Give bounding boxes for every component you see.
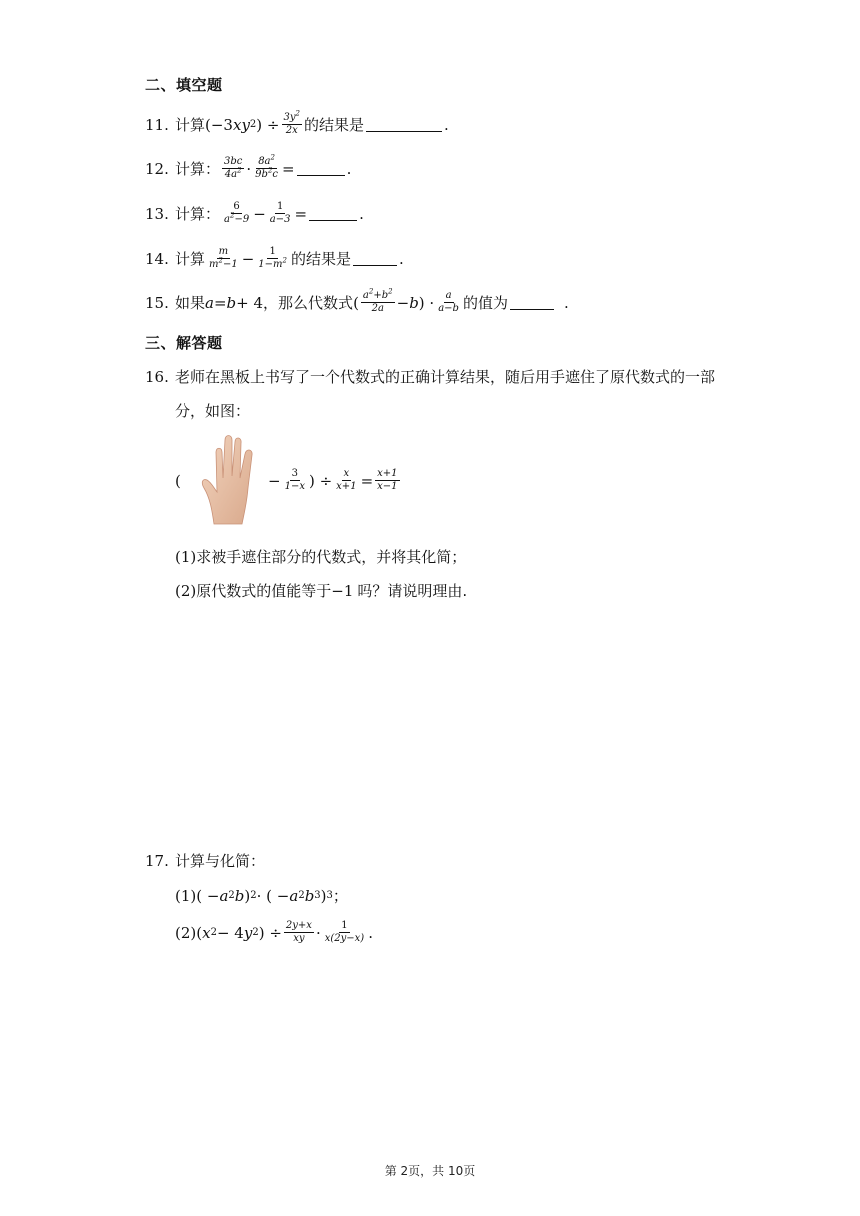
answer-blank (309, 206, 357, 221)
page-footer: 第 2页，共 10页 (384, 1164, 476, 1178)
section-answer-title: 三、解答题 (145, 334, 223, 352)
answer-blank (297, 161, 345, 176)
question-16-part-2: (2) 原代数式的值能等于 −1 吗？请说明理由. (175, 581, 468, 600)
fraction: $\frac{1}{a-3}$ (269, 201, 291, 225)
question-14: 14. 计算 $\frac{m}{m^2-1}$ − $\frac{1}{1-m^2}$ 的结果是 . (145, 246, 404, 270)
question-17-part-2: (2) ( x 2 − 4 y 2 ) ÷ $\frac{2y+x}{xy}$ · $\frac{1}{x(2y-x)}$ . (175, 920, 373, 944)
question-number: 15. (145, 293, 169, 312)
hand-icon (200, 432, 264, 528)
question-number: 17. (145, 851, 169, 870)
fraction: $\frac{m}{m^2-1}$ (209, 246, 238, 270)
question-13: 13. 计算： $\frac{6}{a^2-9}$ − $\frac{1}{a-3}$ = . (145, 201, 364, 225)
question-number: 13. (145, 204, 169, 223)
question-number: 11. (145, 115, 169, 134)
question-16-figure-open-paren: ( (175, 472, 181, 490)
fraction: $\frac{a^2+b^2}{2a}$ (362, 287, 393, 314)
fraction: $\frac{1}{x(2y-x)}$ (324, 920, 365, 944)
answer-blank (366, 117, 442, 132)
question-17: 17. 计算与化简： (145, 851, 266, 870)
question-16-part-1: (1) 求被手遮住部分的代数式，并将其化简； (175, 547, 467, 566)
fraction: $\frac{3y^2}{2x}$ (283, 109, 300, 136)
fraction: $\frac{3}{1-x}$ (284, 468, 305, 492)
question-number: 14. (145, 249, 169, 268)
fraction: $\frac{6}{a^2-9}$ (224, 201, 250, 225)
section-fill-in-title: 二、填空题 (145, 76, 223, 94)
question-12: 12. 计算： $\frac{3bc}{4a^2}$ · $\frac{8a^2}{9b^2c}$ = . (145, 153, 352, 180)
fraction: $\frac{2y+x}{xy}$ (285, 920, 312, 944)
question-17-part-1: (1) ( − a 2 b ) 2 · ( − a 2 b 3 ) 3 ； (175, 886, 348, 905)
fraction: $\frac{1}{1-m^2}$ (258, 246, 287, 270)
fraction: $\frac{a}{a-b}$ (438, 290, 459, 314)
fraction: $\frac{3bc}{4a^2}$ (224, 156, 243, 180)
question-16-line2: 分，如图： (175, 402, 251, 420)
question-number: 12. (145, 159, 169, 178)
answer-blank (353, 251, 397, 266)
question-15: 15. 如果 a = b + 4 ，那么代数式 ( $\frac{a^2+b^2}{2a}$ − b ) · $\frac{a}{a-b}$ 的值为 . (145, 287, 569, 314)
question-11: 11. 计算 (−3 xy 2 ) ÷ $\frac{3y^2}{2x}$ 的结果是 . (145, 109, 449, 136)
question-16: 16. 老师在黑板上书写了一个代数式的正确计算结果，随后用手遮住了原代数式的一部 (145, 367, 716, 386)
fraction: $\frac{x}{x+1}$ (336, 468, 357, 492)
question-number: 16. (145, 367, 169, 386)
question-16-figure-expression: − $\frac{3}{1-x}$ ) ÷ $\frac{x}{x+1}$ = $\frac{x+1}{x-1}$ (268, 468, 398, 492)
fraction: $\frac{x+1}{x-1}$ (377, 468, 398, 492)
fraction: $\frac{8a^2}{9b^2c}$ (255, 153, 279, 180)
answer-blank (510, 295, 554, 310)
